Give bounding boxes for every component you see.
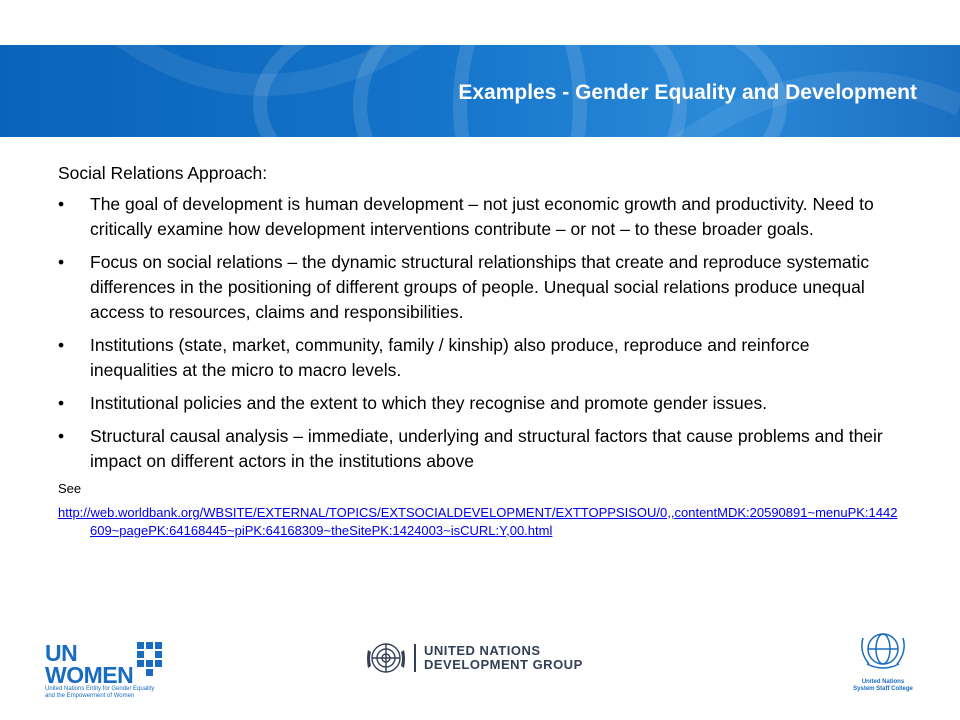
bullet-marker: • <box>58 393 65 413</box>
un-women-logo <box>45 642 165 700</box>
bullet-item <box>58 391 898 416</box>
bullet-item <box>58 250 898 325</box>
bullet-marker: • <box>58 252 65 272</box>
undg-logo <box>366 640 583 676</box>
bullet-text: The goal of development is human development – not just economic growth and productivity. Need to critically examine how development interventions contribute – or not – to these broader goals. <box>90 194 874 239</box>
bullet-marker: • <box>58 426 65 446</box>
intro-heading: Social Relations Approach: <box>58 163 268 183</box>
undg-line1: UNITED NATIONS <box>424 643 541 658</box>
bullet-list <box>58 192 898 474</box>
slide-title: Examples - Gender Equality and Development <box>458 81 917 104</box>
bullet-text: Institutions (state, market, community, family / kinship) also produce, reproduce and reinforce inequalities at the micro to macro levels. <box>90 335 810 380</box>
worldbank-link[interactable]: http://web.worldbank.org/WBSITE/EXTERNAL/TOPICS/EXTSOCIALDEVELOPMENT/EXTTOPPSISOU/0,,contentMDK:20590891~menuPK:1442609~pagePK:64168445~piPK:64168309~theSitePK:1424003~isCURL:Y,00.html <box>58 505 898 538</box>
bullet-marker: • <box>58 194 65 214</box>
bullet-item <box>58 333 898 383</box>
bullet-text: Institutional policies and the extent to which they recognise and promote gender issues. <box>90 393 768 413</box>
unssc-logo <box>848 624 918 693</box>
unssc-line2: System Staff College <box>853 686 913 692</box>
unssc-emblem-icon <box>853 624 913 674</box>
un-emblem-icon <box>366 640 406 676</box>
un-women-name: UN WOMEN <box>45 640 134 688</box>
undg-line2: DEVELOPMENT GROUP <box>424 657 583 672</box>
bullet-text: Structural causal analysis – immediate, underlying and structural factors that cause problems and their impact on different actors in the institutions above <box>90 426 883 471</box>
bullet-item <box>58 424 898 474</box>
footer-logos <box>0 620 960 720</box>
see-label: See <box>58 481 82 496</box>
un-women-tagline: United Nations Entity for Gender Equality and the Empowerment of Women <box>45 686 155 699</box>
unssc-line1: United Nations <box>861 679 905 685</box>
slide-body <box>58 161 898 540</box>
un-women-icon <box>137 642 163 682</box>
bullet-marker: • <box>58 335 65 355</box>
header-banner <box>0 45 960 137</box>
bullet-item <box>58 192 898 242</box>
undg-name <box>414 644 583 672</box>
bullet-text: Focus on social relations – the dynamic structural relationships that create and reproduce systematic differences in the positioning of different groups of people. Unequal social relations produce unequal access to resources, claims and responsibilities. <box>90 252 870 322</box>
